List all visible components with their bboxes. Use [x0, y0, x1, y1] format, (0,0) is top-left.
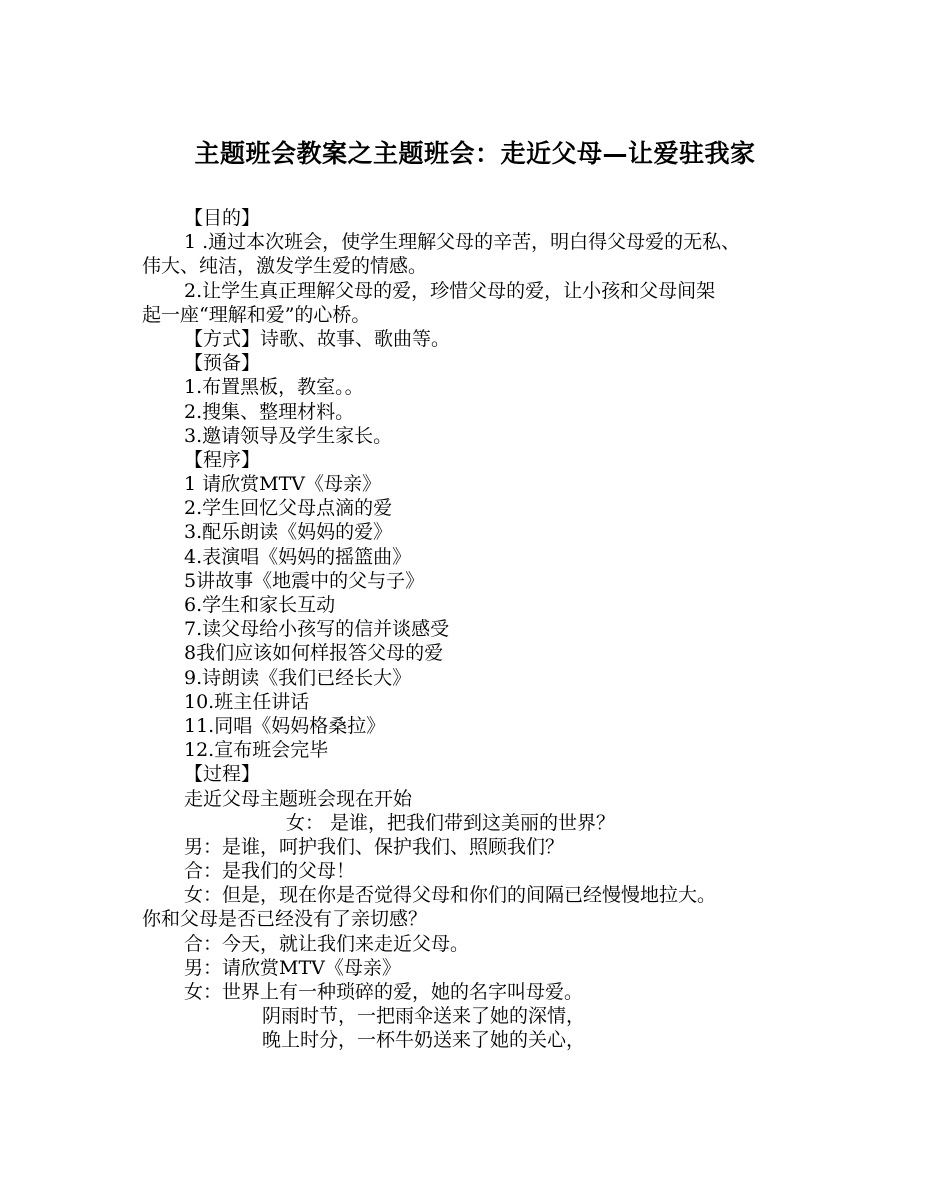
text-line: 1 .通过本次班会，使学生理解父母的辛苦，明白得父母爱的无私、	[184, 231, 741, 254]
text-line: 3.配乐朗读《妈妈的爱》	[184, 521, 393, 544]
text-line: 12.宣布班会完毕	[184, 739, 329, 762]
text-line: 6.学生和家长互动	[184, 594, 336, 616]
text-line: 4.表演唱《妈妈的摇篮曲》	[184, 545, 412, 568]
text-line: 3.邀请领导及学生家长。	[184, 424, 393, 447]
text-line: 8我们应该如何样报答父母的爱	[184, 642, 444, 665]
text-line: 女：但是，现在你是否觉得父母和你们的间隔已经慢慢地拉大。	[184, 884, 717, 907]
text-line: 女： 是谁，把我们带到这美丽的世界？	[286, 811, 616, 834]
text-line: 走近父母主题班会现在开始	[184, 787, 413, 810]
text-line: 1 请欣赏MTV《母亲》	[184, 473, 381, 496]
text-line: 2.让学生真正理解父母的爱，珍惜父母的爱，让小孩和父母间架	[184, 279, 716, 302]
text-line: 【过程】	[184, 763, 261, 786]
text-line: 你和父母是否已经没有了亲切感？	[142, 908, 428, 931]
text-line: 阴雨时节，一把雨伞送来了她的深情，	[262, 1005, 586, 1028]
text-line: 伟大、纯洁，激发学生爱的情感。	[142, 255, 428, 278]
text-line: 男：是谁，呵护我们、保护我们、照顾我们？	[184, 835, 565, 858]
text-line: 10.班主任讲话	[184, 690, 310, 713]
text-line: 9.诗朗读《我们已经长大》	[184, 666, 412, 689]
document-title: 主题班会教案之主题班会：走近父母—让爱驻我家	[194, 139, 756, 168]
text-line: 1.布置黑板，教室。。	[184, 376, 364, 399]
text-line: 【程序】	[184, 448, 261, 471]
text-line: 合：今天，就让我们来走近父母。	[184, 932, 470, 955]
text-line: 合：是我们的父母！	[184, 860, 356, 883]
text-line: 2.搜集、整理材料。	[184, 400, 355, 423]
text-line: 5讲故事《地震中的父与子》	[184, 569, 425, 592]
text-line: 女：世界上有一种琐碎的爱，她的名字叫母爱。	[184, 981, 584, 1003]
text-line: 晚上时分，一杯牛奶送来了她的关心，	[262, 1029, 586, 1052]
document-body	[142, 206, 842, 1053]
text-line: 起一座“理解和爱”的心桥。	[142, 303, 371, 326]
text-line: 【目的】	[184, 207, 261, 229]
text-line: 11.同唱《妈妈格桑拉》	[184, 714, 386, 737]
text-line: 【方式】诗歌、故事、歌曲等。	[184, 327, 451, 350]
text-line: 男：请欣赏MTV《母亲》	[184, 956, 401, 979]
text-line: 2.学生回忆父母点滴的爱	[184, 497, 393, 520]
text-line: 7.读父母给小孩写的信并谈感受	[184, 618, 450, 641]
text-line: 【预备】	[184, 352, 261, 375]
